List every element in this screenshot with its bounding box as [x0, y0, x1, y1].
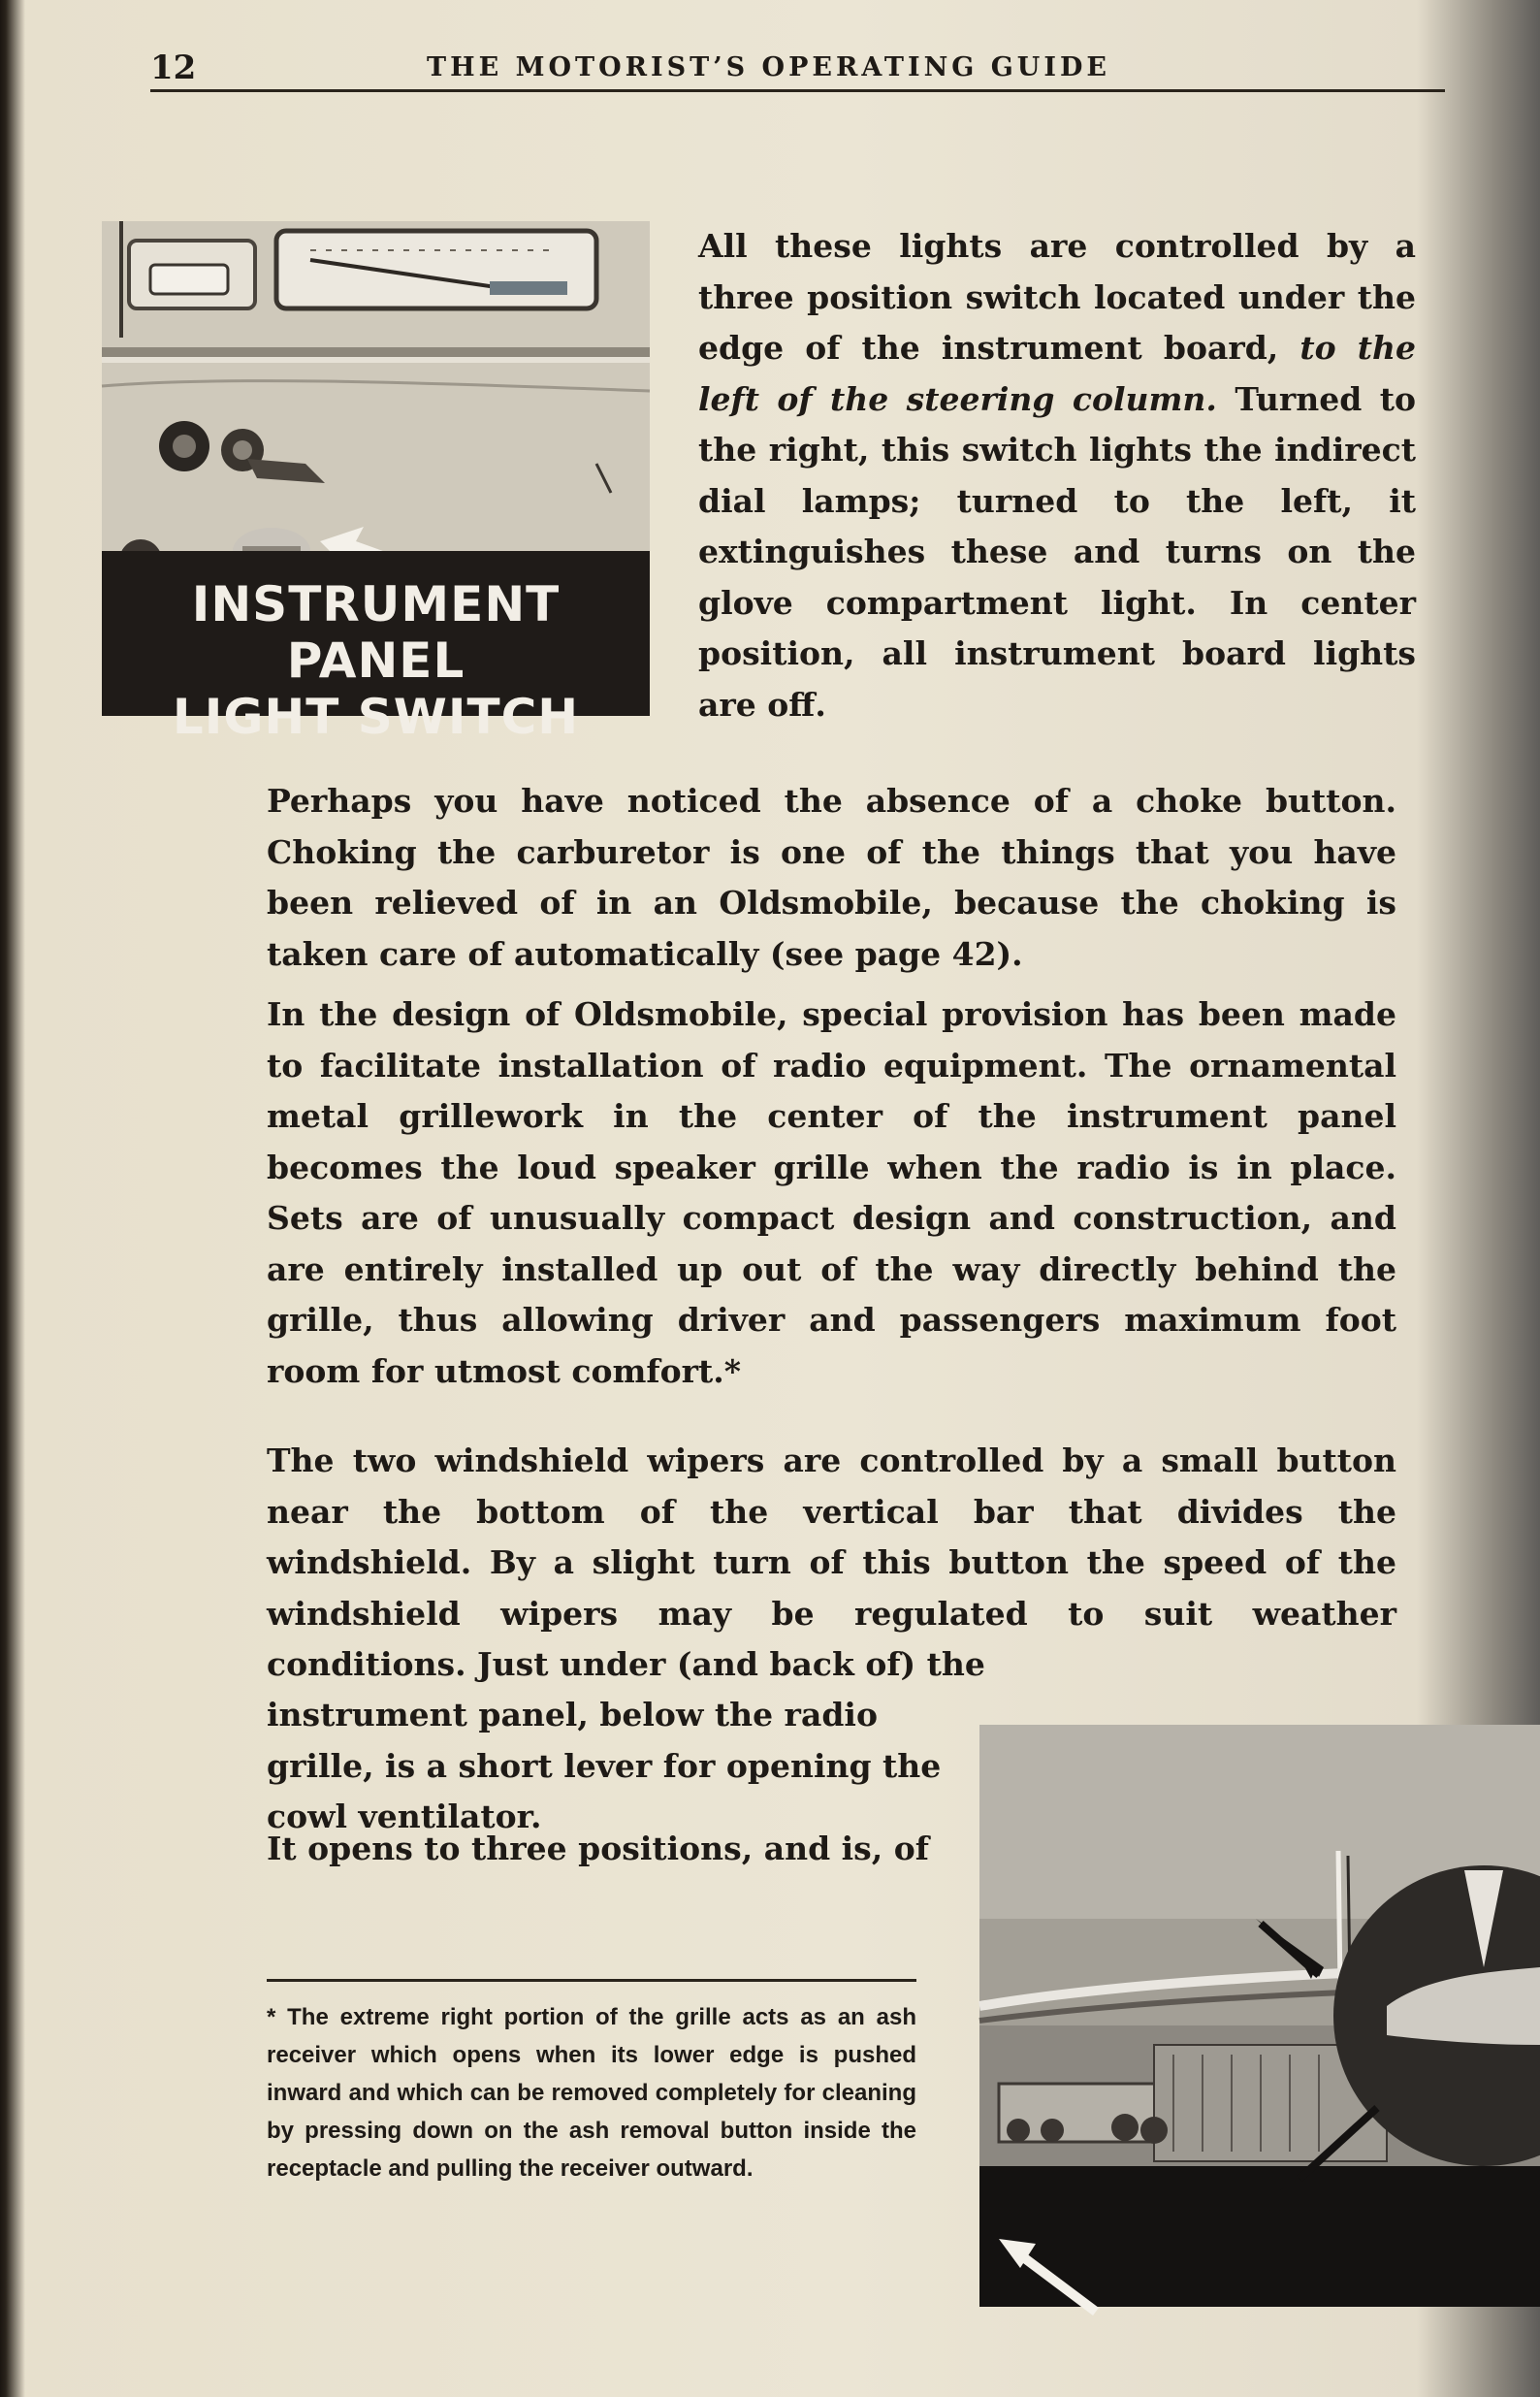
caption-line-2: LIGHT SWITCH [172, 689, 580, 745]
choke-text: Perhaps you have noticed the absence of a choke button. Choking the carburetor is one of the things that you have been relieved of in an Oldsmobile, because the choking is taken care of automatically (see page 42). [267, 782, 1396, 973]
ventilator-text: instrument panel, below the radio grille, is a short lever for opening the cowl ventilator. [267, 1696, 942, 1835]
instrument-panel-illustration [102, 221, 650, 551]
paragraph-choke [267, 776, 1396, 980]
footnote: * The extreme right portion of the grille acts as an ash receiver which opens when its lower edge is pushed inward and which can be removed completely for cleaning by pressing down on the ash removal button inside the receptacle and pulling the receiver outward. [267, 2004, 916, 2182]
footnote-rule [267, 1979, 916, 1982]
paragraph-radio [267, 989, 1396, 1397]
instrument-panel-photo [102, 221, 650, 745]
dashboard-photo [979, 1725, 1540, 2307]
paragraph-ventilator [267, 1690, 965, 1843]
radio-text: In the design of Oldsmobile, special provision has been made to facilitate installation of radio equipment. The ornamental metal grillework in the center of the instrument panel becomes the loud speaker grille when the radio is in place. Sets are of unusually compact design and construction, and are entirely installed up out of the way directly behind the grille, thus allowing driver and passengers maximum foot room for utmost comfort.* [267, 995, 1396, 1390]
lights-text-2: Turned to the right, this switch lights the indirect dial lamps; turned to the left, it extinguishes these and turns on the glove compartment light. In center position, all instrument board lights are off. [698, 379, 1416, 724]
lights-text-italic: to the left of the steering column. [698, 329, 1416, 418]
paragraph-wipers [267, 1436, 1396, 1691]
lights-text-1: All these lights are controlled by a three position switch located under the edge of the instrument board, [698, 227, 1416, 367]
paragraph-positions [267, 1824, 965, 1875]
positions-text: It opens to three positions, and is, of [267, 1830, 929, 1867]
page-header [150, 49, 1411, 87]
paragraph-lights [698, 221, 1416, 730]
header-rule [150, 89, 1445, 92]
figure-caption [102, 551, 650, 745]
wipers-text: The two windshield wipers are controlled by a small button near the bottom of the vertical bar that divides the windshield. By a slight turn of this button the speed of the windshield wipers may be regulated to suit weather conditions. Just under (and back of) the [267, 1441, 1396, 1683]
dashboard-illustration [979, 1725, 1540, 2307]
caption-line-1: INSTRUMENT PANEL [191, 576, 561, 689]
page-number: 12 [150, 49, 197, 87]
running-head: THE MOTORIST’S OPERATING GUIDE [427, 52, 1110, 82]
